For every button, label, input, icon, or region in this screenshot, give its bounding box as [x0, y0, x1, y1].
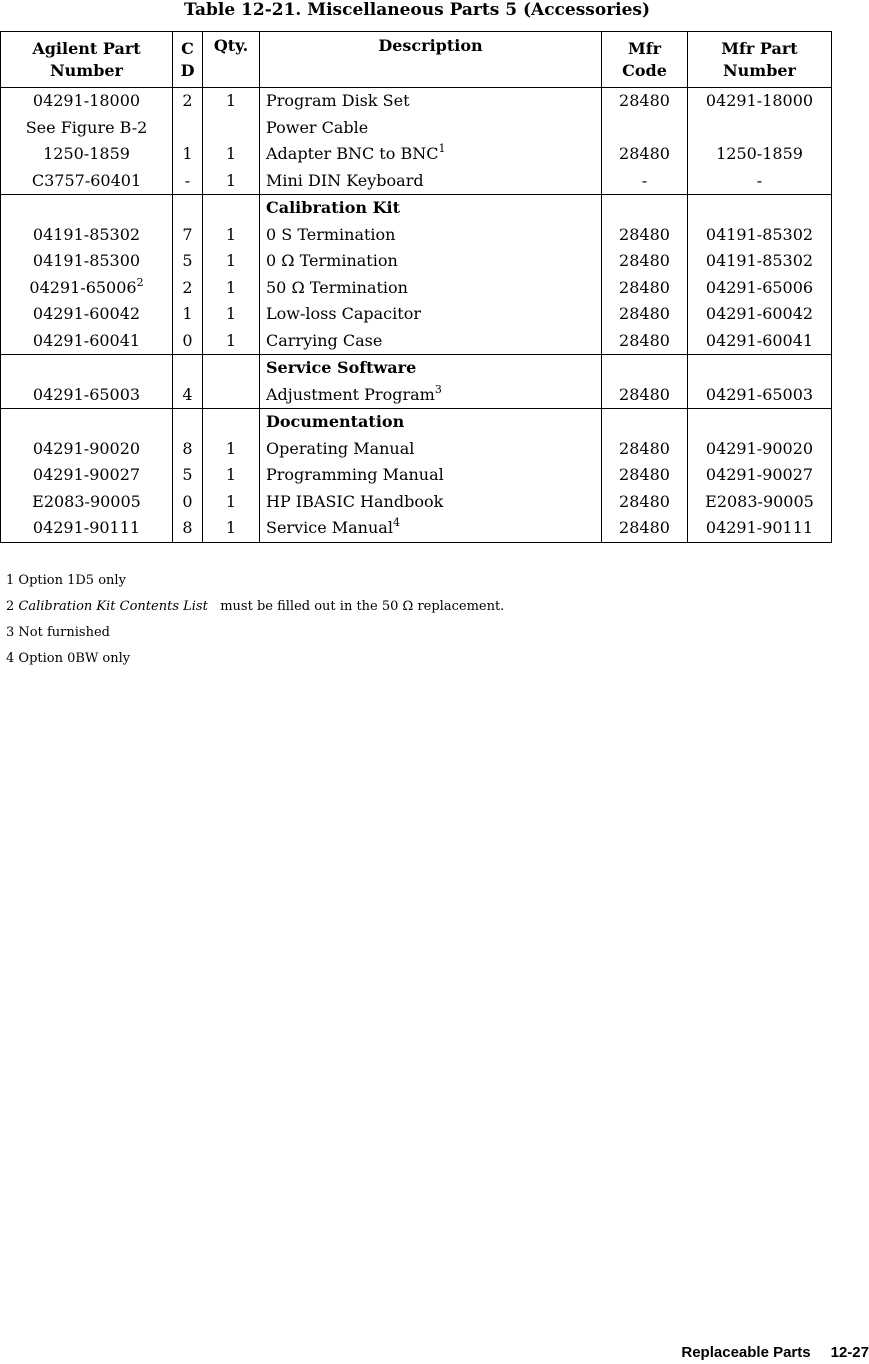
cell-mfr-part-number: [688, 115, 832, 142]
description-text: 50 Ω Termination: [266, 277, 408, 297]
cell-description: [260, 489, 602, 516]
cell-mfr-part-number: 1250-1859: [688, 141, 832, 168]
cell-mfr-part-number: 04191-85302: [688, 222, 832, 249]
cell-qty: [203, 382, 260, 409]
table-row: [1, 115, 832, 142]
cell-description: [260, 328, 602, 355]
cell-agilent-part-number: [1, 382, 173, 409]
table-row: [1, 382, 832, 409]
part-number-text: E2083-90005: [32, 491, 141, 511]
cell-agilent-part-number: [1, 328, 173, 355]
cell-mfr-code: 28480: [602, 515, 688, 542]
table-row: [1, 462, 832, 489]
cell-mfr-part-number: 04291-90111: [688, 515, 832, 542]
table-header-row: [1, 32, 832, 88]
part-number-text: 04291-18000: [32, 91, 141, 110]
footer-section: Replaceable Parts: [681, 1344, 811, 1361]
cell-mfr-part-number: 04291-60041: [688, 328, 832, 355]
cell-mfr-code: -: [602, 168, 688, 195]
footnote-text: Option 1D5 only: [18, 573, 126, 588]
cell-agilent-part-number: [1, 222, 173, 249]
footnote-number: 4: [6, 651, 15, 666]
cell-qty: 1: [203, 436, 260, 463]
section-row: [1, 195, 832, 222]
footnote-ref: 1: [438, 142, 446, 155]
footnote-ref: 2: [136, 275, 144, 289]
description-text: Service Manual: [266, 518, 393, 537]
cell-empty: [203, 195, 260, 222]
description-text: Adapter BNC to BNC: [266, 144, 439, 163]
part-number-text: C3757-60401: [31, 170, 142, 190]
cell-description: [260, 436, 602, 463]
cell-empty: [203, 409, 260, 436]
cell-mfr-part-number: 04291-65006: [688, 275, 832, 302]
cell-description: [260, 515, 602, 542]
cell-description: [260, 168, 602, 195]
table-row: [1, 515, 832, 542]
cell-agilent-part-number: [1, 88, 173, 115]
footnotes: [6, 572, 504, 676]
cell-qty: 1: [203, 462, 260, 489]
table-row: [1, 328, 832, 355]
cell-agilent-part-number: [1, 248, 173, 275]
cell-description: [260, 88, 602, 115]
table-row: [1, 222, 832, 249]
footnote-ref: 4: [392, 516, 400, 529]
cell-mfr-part-number: 04291-65003: [688, 382, 832, 409]
part-number-text: 04291-90027: [32, 465, 141, 484]
footnote-text: Option 0BW only: [18, 651, 131, 666]
cell-mfr-part-number: 04291-60042: [688, 301, 832, 328]
part-number-text: 04291-65006: [29, 277, 137, 297]
cell-cd: 7: [173, 222, 203, 249]
description-text: 0 S Termination: [266, 224, 396, 244]
cell-cd: 2: [173, 88, 203, 115]
cell-mfr-code: [602, 115, 688, 142]
cell-empty: [1, 409, 173, 436]
cell-mfr-part-number: -: [688, 168, 832, 195]
page-footer: [681, 1344, 869, 1361]
cell-agilent-part-number: [1, 436, 173, 463]
cell-cd: 8: [173, 436, 203, 463]
cell-qty: 1: [203, 515, 260, 542]
cell-cd: 2: [173, 275, 203, 302]
description-text: HP IBASIC Handbook: [266, 491, 444, 511]
table-row: [1, 168, 832, 195]
cell-description: [260, 115, 602, 142]
cell-mfr-code: 28480: [602, 88, 688, 115]
cell-mfr-part-number: E2083-90005: [688, 489, 832, 516]
description-text: Carrying Case: [266, 330, 383, 350]
description-text: Adjustment Program: [266, 384, 435, 404]
cell-empty: [602, 409, 688, 436]
cell-description: [260, 382, 602, 409]
part-number-text: 04291-90111: [32, 518, 141, 537]
description-text: Low-loss Capacitor: [266, 304, 421, 323]
part-number-text: 04291-60042: [32, 304, 141, 323]
footnote-number: 1: [6, 573, 15, 588]
cell-cd: 4: [173, 382, 203, 409]
table-body: [1, 88, 832, 543]
section-title-text: Documentation: [266, 412, 405, 431]
cell-empty: [173, 409, 203, 436]
cell-description: [260, 462, 602, 489]
cell-qty: 1: [203, 168, 260, 195]
table-title: Table 12-21. Miscellaneous Parts 5 (Accessories): [183, 0, 651, 20]
part-number-text: 04291-60041: [32, 330, 141, 350]
header-mfr-code: Mfr Code: [602, 32, 688, 88]
table-row: [1, 436, 832, 463]
cell-empty: [173, 355, 203, 382]
cell-cd: 1: [173, 141, 203, 168]
cell-mfr-code: 28480: [602, 489, 688, 516]
header-agilent-part-number: Agilent Part Number: [1, 32, 173, 88]
header-qty: Qty.: [203, 32, 260, 88]
cell-empty: [173, 195, 203, 222]
parts-table: [0, 31, 832, 543]
cell-qty: 1: [203, 328, 260, 355]
cell-mfr-code: 28480: [602, 462, 688, 489]
cell-cd: 8: [173, 515, 203, 542]
cell-cd: 0: [173, 489, 203, 516]
section-title-text: Service Software: [266, 358, 417, 377]
cell-mfr-code: 28480: [602, 248, 688, 275]
footnote: [6, 572, 504, 598]
cell-description: [260, 248, 602, 275]
part-number-text: 04291-65003: [32, 384, 141, 404]
cell-empty: [688, 195, 832, 222]
section-row: [1, 355, 832, 382]
cell-qty: 1: [203, 141, 260, 168]
footnote: [6, 624, 504, 650]
footnote-italic-text: Calibration Kit Contents List: [18, 599, 208, 614]
cell-mfr-code: 28480: [602, 275, 688, 302]
cell-agilent-part-number: [1, 462, 173, 489]
cell-mfr-code: 28480: [602, 141, 688, 168]
table-row: [1, 141, 832, 168]
cell-description: [260, 141, 602, 168]
cell-description: [260, 301, 602, 328]
header-cd: C D: [173, 32, 203, 88]
description-text: Mini DIN Keyboard: [266, 170, 424, 190]
cell-empty: [1, 195, 173, 222]
cell-mfr-part-number: 04191-85302: [688, 248, 832, 275]
cell-empty: [203, 355, 260, 382]
cell-description: [260, 222, 602, 249]
part-number-text: 04291-90020: [32, 438, 141, 458]
description-text: Power Cable: [266, 117, 369, 137]
cell-qty: [203, 115, 260, 142]
footnote-number: 2: [6, 599, 15, 614]
cell-agilent-part-number: [1, 115, 173, 142]
section-title-text: Calibration Kit: [266, 198, 400, 217]
table-row: [1, 248, 832, 275]
cell-qty: 1: [203, 248, 260, 275]
cell-qty: 1: [203, 222, 260, 249]
section-title: [260, 409, 602, 436]
cell-mfr-part-number: 04291-90020: [688, 436, 832, 463]
cell-qty: 1: [203, 88, 260, 115]
section-title: [260, 195, 602, 222]
cell-mfr-code: 28480: [602, 301, 688, 328]
description-text: Program Disk Set: [266, 91, 410, 110]
part-number-text: 04191-85302: [32, 224, 141, 244]
cell-agilent-part-number: [1, 301, 173, 328]
cell-empty: [602, 195, 688, 222]
cell-mfr-code: 28480: [602, 222, 688, 249]
description-text: 0 Ω Termination: [266, 251, 398, 270]
cell-mfr-part-number: 04291-90027: [688, 462, 832, 489]
cell-agilent-part-number: [1, 489, 173, 516]
table-row: [1, 489, 832, 516]
cell-empty: [1, 355, 173, 382]
cell-agilent-part-number: [1, 168, 173, 195]
cell-cd: 1: [173, 301, 203, 328]
cell-agilent-part-number: [1, 275, 173, 302]
cell-mfr-code: 28480: [602, 328, 688, 355]
section-row: [1, 409, 832, 436]
footnote-number: 3: [6, 625, 15, 640]
footnote: [6, 650, 504, 676]
header-mfr-part-number: Mfr Part Number: [688, 32, 832, 88]
cell-empty: [688, 409, 832, 436]
description-text: Programming Manual: [266, 465, 444, 484]
cell-agilent-part-number: [1, 141, 173, 168]
table-row: [1, 275, 832, 302]
cell-cd: 5: [173, 462, 203, 489]
cell-mfr-part-number: 04291-18000: [688, 88, 832, 115]
table-row: [1, 301, 832, 328]
cell-cd: -: [173, 168, 203, 195]
cell-qty: 1: [203, 301, 260, 328]
cell-cd: [173, 115, 203, 142]
footnote-text: must be filled out in the 50 Ω replacement.: [220, 599, 505, 614]
cell-empty: [602, 355, 688, 382]
table-row: [1, 88, 832, 115]
cell-cd: 5: [173, 248, 203, 275]
footer-page-number: 12-27: [830, 1344, 869, 1361]
section-title: [260, 355, 602, 382]
cell-mfr-code: 28480: [602, 436, 688, 463]
cell-cd: 0: [173, 328, 203, 355]
description-text: Operating Manual: [266, 438, 415, 458]
cell-empty: [688, 355, 832, 382]
footnote-ref: 3: [434, 382, 442, 396]
cell-mfr-code: 28480: [602, 382, 688, 409]
part-number-text: See Figure B-2: [25, 117, 148, 137]
cell-description: [260, 275, 602, 302]
part-number-text: 1250-1859: [43, 144, 130, 163]
cell-agilent-part-number: [1, 515, 173, 542]
header-description: Description: [260, 32, 602, 88]
part-number-text: 04191-85300: [32, 251, 141, 270]
cell-qty: 1: [203, 489, 260, 516]
cell-qty: 1: [203, 275, 260, 302]
footnote-text: Not furnished: [18, 625, 110, 640]
footnote: [6, 598, 504, 624]
